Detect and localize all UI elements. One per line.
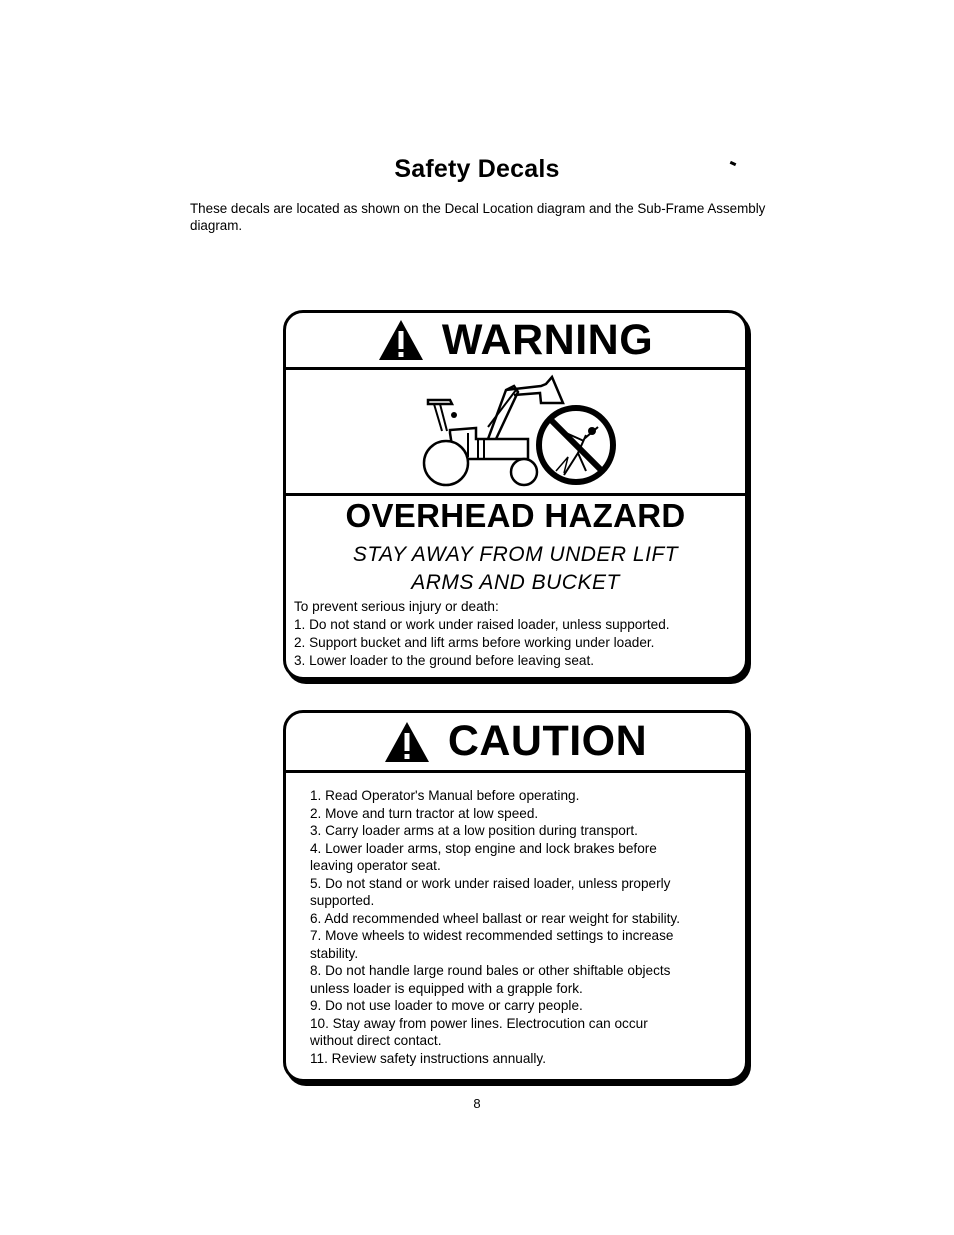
hazard-title: OVERHEAD HAZARD: [345, 497, 686, 534]
list-item: 6. Add recommended wheel ballast or rear weight for stability.: [310, 910, 680, 926]
warning-instructions: [294, 598, 739, 670]
pictogram-band: [286, 370, 745, 496]
list-item: 3. Carry loader arms at a low position during transport.: [310, 823, 638, 838]
list-item: 7. Move wheels to widest recommended settings to increase stability.: [310, 928, 674, 961]
list-item: 8. Do not handle large round bales or other shiftable objects unless loader is equipped with a grapple fork.: [310, 963, 671, 996]
alert-triangle-icon: [378, 319, 424, 361]
hazard-subtitle: [286, 541, 745, 597]
warning-lead: To prevent serious injury or death:: [294, 599, 499, 614]
caution-header: [286, 713, 745, 773]
page-title: Safety Decals: [394, 155, 560, 183]
alert-triangle-icon: [384, 721, 430, 763]
list-item: 4. Lower loader arms, stop engine and lock brakes before leaving operator seat.: [310, 840, 657, 873]
warning-signal-word: WARNING: [441, 315, 654, 364]
tractor-loader-overhead-hazard-icon: [416, 373, 646, 491]
list-item: 9. Do not use loader to move or carry people.: [310, 998, 583, 1013]
caution-decal: [283, 710, 748, 1082]
list-item: 2. Support bucket and lift arms before working under loader.: [294, 635, 655, 650]
hazard-subtitle-line: ARMS AND BUCKET: [411, 571, 620, 594]
list-item: 1. Read Operator's Manual before operating.: [310, 788, 580, 803]
intro-text: These decals are located as shown on the Decal Location diagram and the Sub-Frame Assembly diagram.: [190, 201, 766, 233]
list-item: 2. Move and turn tractor at low speed.: [310, 805, 539, 821]
list-item: 11. Review safety instructions annually.: [310, 1050, 546, 1066]
list-item: 1. Do not stand or work under raised loader, unless supported.: [294, 617, 670, 632]
caution-instructions: [310, 787, 735, 1067]
hazard-subtitle-line: STAY AWAY FROM UNDER LIFT: [352, 543, 679, 566]
caution-signal-word: CAUTION: [447, 717, 648, 765]
list-item: 10. Stay away from power lines. Electrocution can occur without direct contact.: [310, 1015, 648, 1048]
warning-header: [286, 313, 745, 370]
warning-decal: [283, 310, 748, 680]
page-number: 8: [473, 1096, 481, 1111]
list-item: 5. Do not stand or work under raised loader, unless properly supported.: [310, 875, 671, 908]
list-item: 3. Lower loader to the ground before leaving seat.: [294, 653, 595, 668]
